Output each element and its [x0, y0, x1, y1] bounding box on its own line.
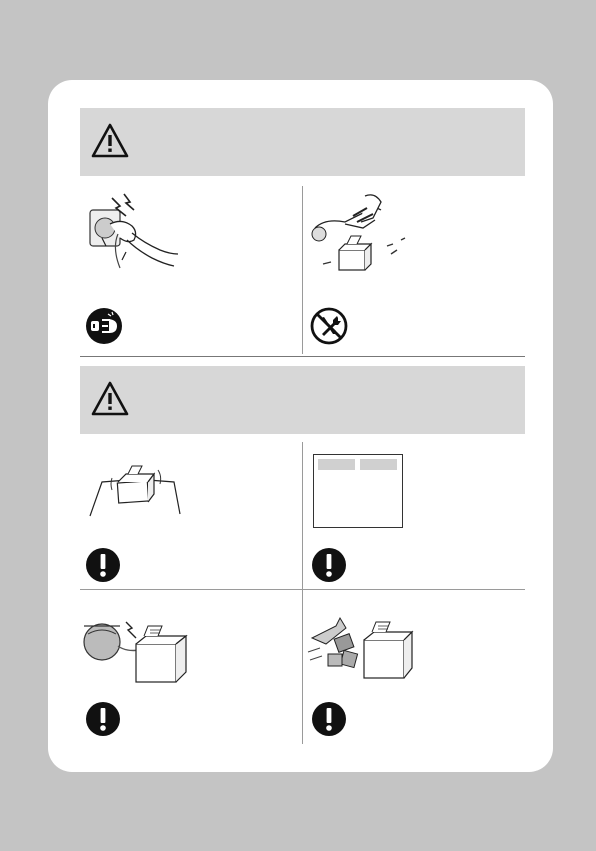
blank-table-illustration [313, 454, 403, 528]
caution-banner [80, 366, 525, 434]
column-divider [302, 442, 303, 744]
printer-unstable-surface-illustration [88, 460, 188, 520]
printer-liquid-spill-illustration [80, 612, 195, 687]
row-divider [80, 589, 525, 590]
no-disassembly-icon [309, 306, 349, 346]
unplug-icon [84, 306, 124, 346]
plug-in-wall-outlet-illustration [82, 188, 182, 283]
warning-banner [80, 108, 525, 176]
caution-triangle-icon [90, 380, 130, 418]
table-header-cell [360, 459, 397, 470]
mandatory-action-icon [310, 546, 348, 584]
mandatory-action-icon [84, 700, 122, 738]
column-divider [302, 186, 303, 354]
printer-falling-objects-illustration [306, 608, 416, 683]
mandatory-action-icon [310, 700, 348, 738]
mandatory-action-icon [84, 546, 122, 584]
section-divider [80, 356, 525, 357]
caution-triangle-icon [90, 122, 130, 160]
table-header-cell [318, 459, 355, 470]
disassembly-tools-illustration [305, 188, 415, 273]
